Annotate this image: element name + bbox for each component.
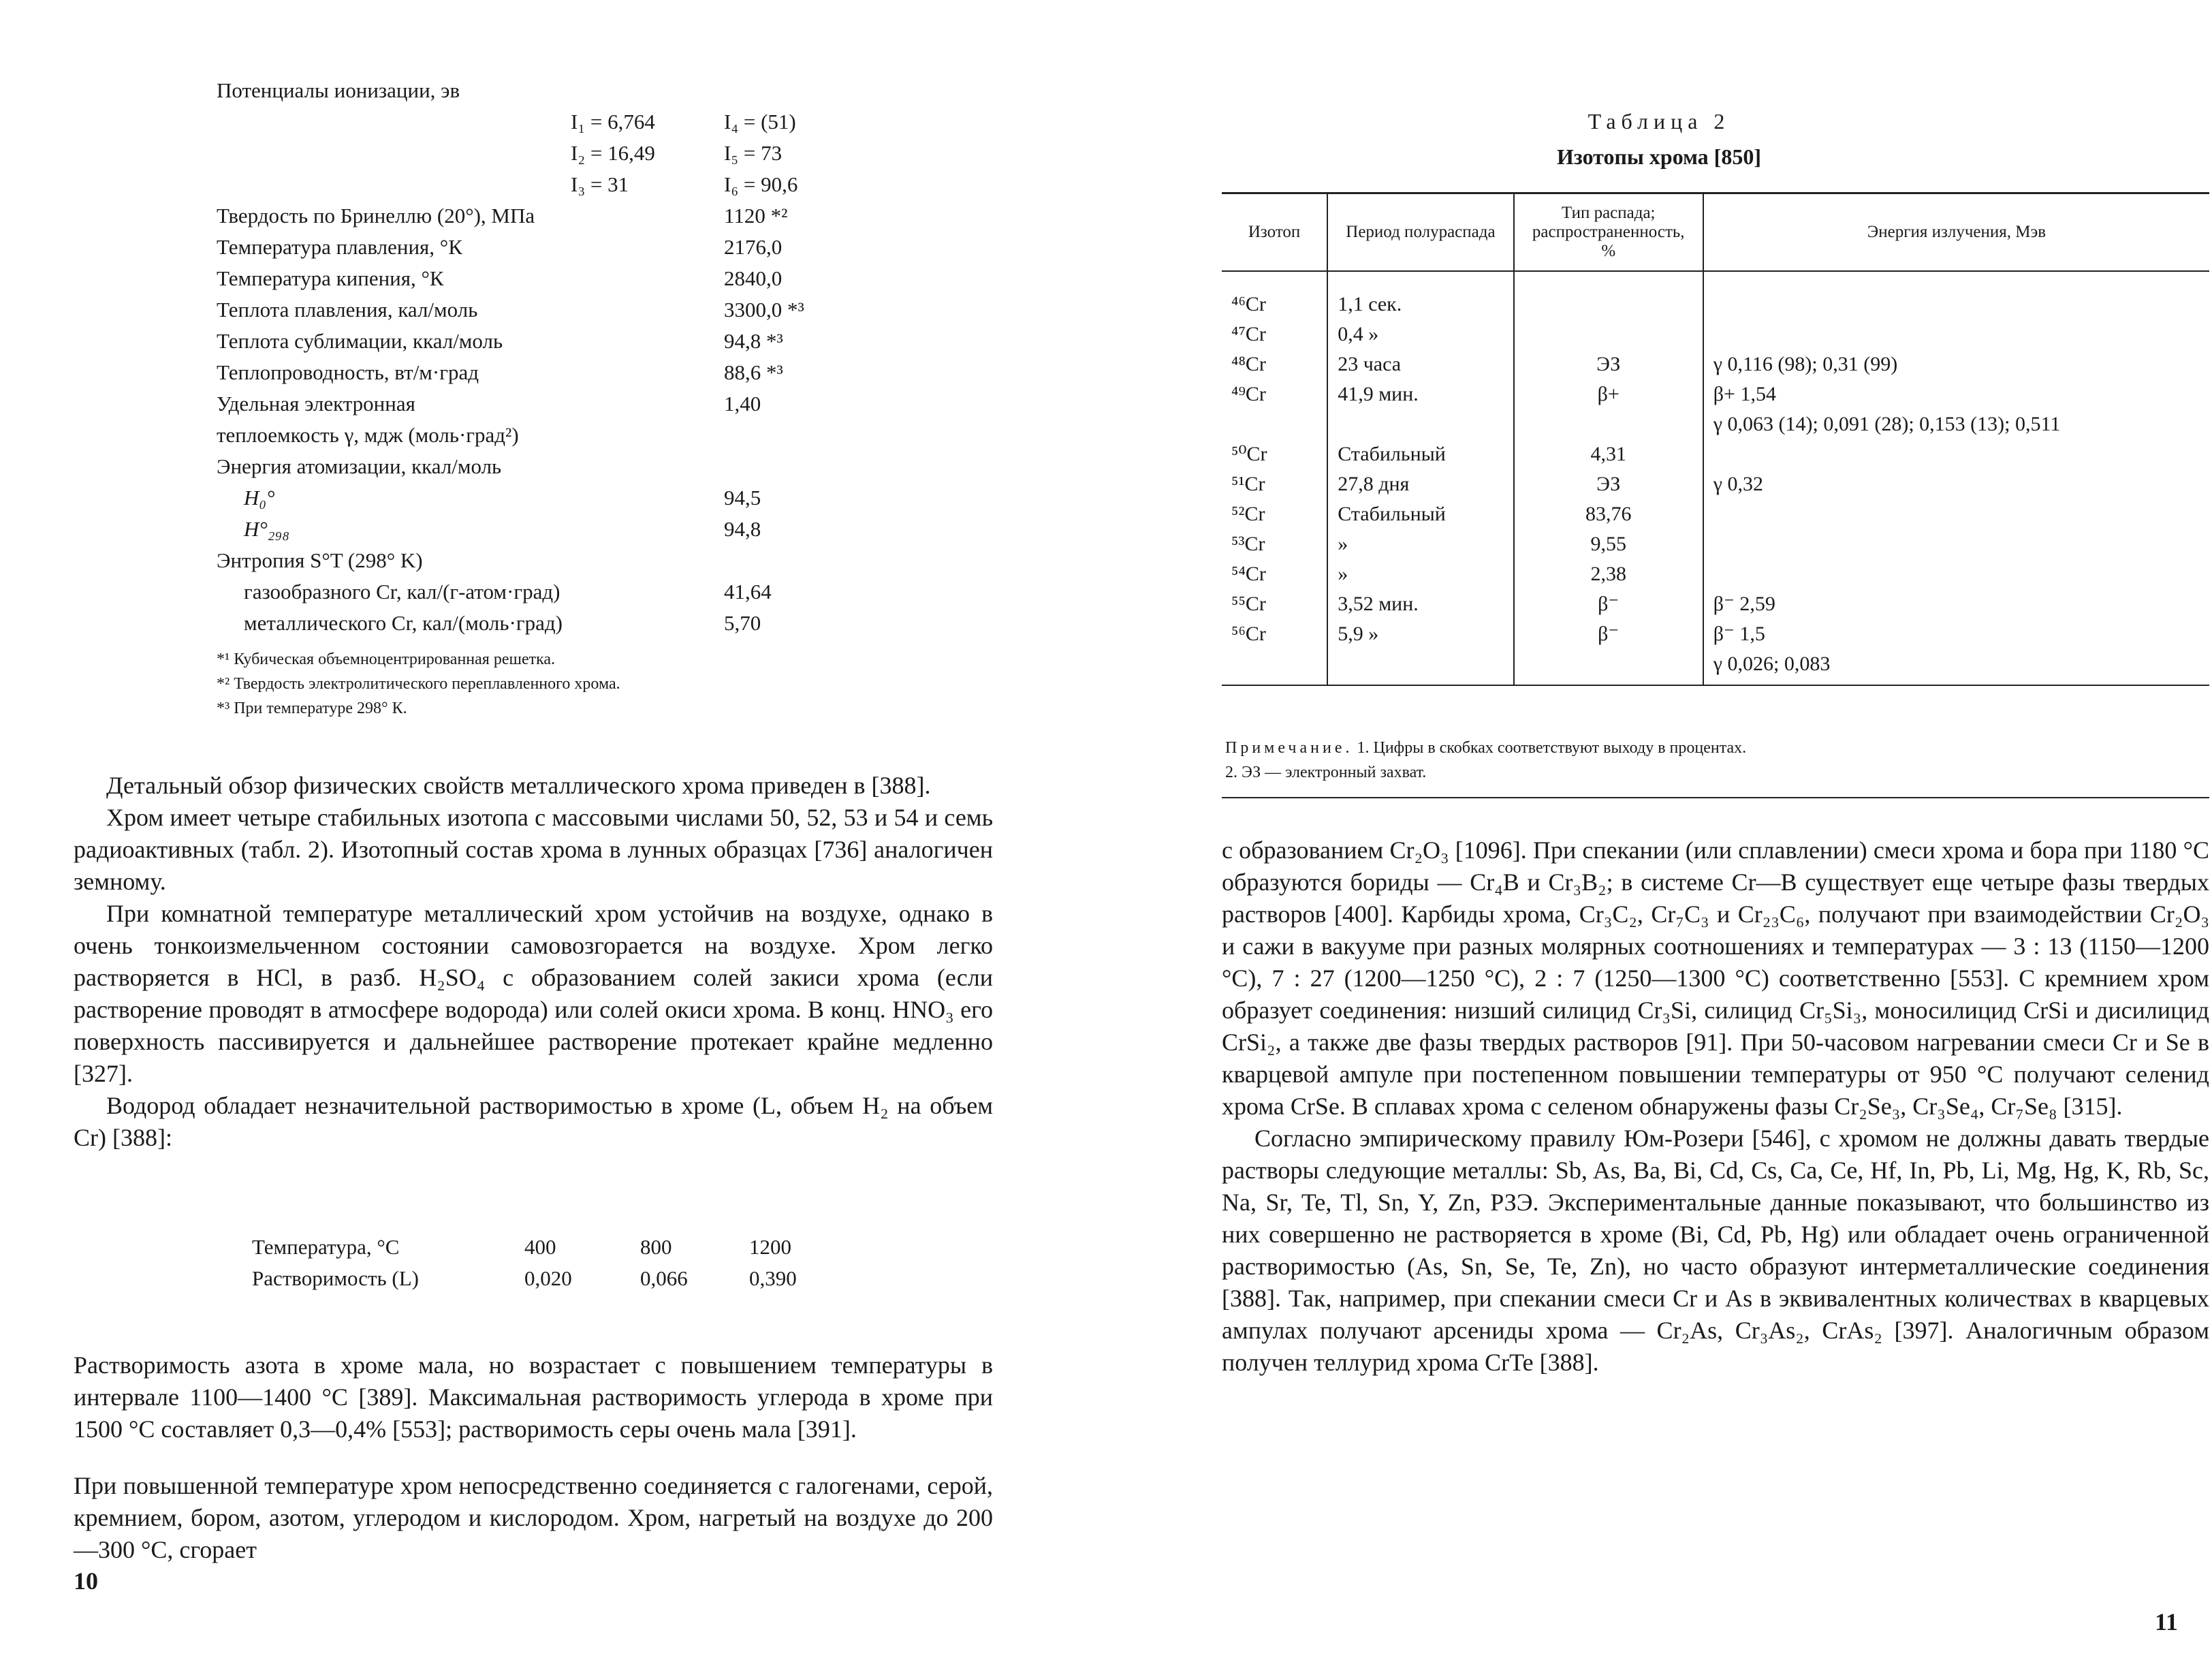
decay-type-cell: β⁻ — [1514, 589, 1703, 619]
property-label: Твердость по Бринеллю (20°), МПа — [217, 204, 535, 228]
property-row — [217, 545, 898, 576]
column-header: Изотоп — [1222, 193, 1327, 272]
property-row — [217, 420, 898, 451]
energy-cell: β⁻ 1,5 — [1703, 619, 2209, 649]
isotope-cell: ⁵³Cr — [1231, 533, 1265, 555]
isotope-cell: ⁵⁰Cr — [1231, 443, 1267, 465]
footnote: *² Твердость электролитического переплавленного хрома. — [217, 675, 620, 693]
ionization-title-row — [217, 75, 898, 106]
property-label: Энергия атомизации, ккал/моль — [217, 454, 502, 478]
property-label: Теплопроводность, вт/м·град — [217, 360, 479, 384]
property-row — [217, 388, 898, 420]
period-cell: 0,4 » — [1327, 319, 1513, 349]
property-label: металлического Cr, кал/(моль·град) — [244, 611, 563, 635]
table-row — [1222, 649, 2209, 685]
solubility-cell: 800 — [640, 1235, 672, 1259]
ionization-value: I₅ = 73 — [724, 141, 783, 165]
decay-type-cell — [1514, 649, 1703, 685]
property-value: 94,8 *³ — [724, 329, 783, 353]
solubility-label: Растворимость (L) — [252, 1266, 419, 1290]
footnotes — [217, 647, 620, 721]
ionization-value: I₄ = (51) — [724, 110, 796, 134]
table-row — [1222, 319, 2209, 349]
solubility-row — [252, 1232, 865, 1263]
table-row — [1222, 469, 2209, 499]
footnote: *¹ Кубическая объемноцентрированная решетка. — [217, 651, 556, 668]
paragraph: Хром имеет четыре стабильных изотопа с массовыми числами 50, 52, 53 и 54 и семь радиоактивных (табл. 2). Изотопный состав хрома в лунных образцах [736] аналогичен земному. — [74, 804, 993, 895]
property-row — [217, 514, 898, 545]
property-value: 94,5 — [724, 486, 761, 510]
decay-type-cell: 9,55 — [1514, 529, 1703, 559]
paragraph: Детальный обзор физических свойств металлического хрома приведен в [388]. — [106, 772, 931, 799]
energy-cell — [1703, 439, 2209, 469]
footnote: *³ При температуре 298° К. — [217, 700, 407, 717]
table-note — [1225, 736, 1746, 785]
table-row — [1222, 379, 2209, 409]
property-value: 3300,0 *³ — [724, 298, 804, 322]
property-row — [217, 232, 898, 263]
property-row — [217, 576, 898, 608]
right-body-text — [1222, 834, 2209, 1379]
hydrogen-solubility-table — [252, 1232, 865, 1294]
decay-type-cell: ЭЗ — [1514, 469, 1703, 499]
energy-cell: γ 0,116 (98); 0,31 (99) — [1703, 349, 2209, 379]
solubility-cell: 1200 — [749, 1235, 791, 1259]
note-label: Примечание. — [1225, 739, 1353, 757]
decay-type-cell — [1514, 409, 1703, 439]
isotopes-table — [1222, 192, 2209, 686]
page-number: 11 — [2155, 1608, 2179, 1635]
isotope-cell: ⁴⁸Cr — [1231, 353, 1266, 375]
property-label: Температура плавления, °К — [217, 235, 462, 259]
decay-type-cell: 83,76 — [1514, 499, 1703, 529]
property-label: H₀° — [244, 486, 275, 510]
left-body-text-2 — [74, 1325, 993, 1591]
energy-cell — [1703, 319, 2209, 349]
solubility-cell: 0,020 — [524, 1266, 572, 1290]
table-title: Изотопы хрома [850] — [1557, 144, 1761, 169]
property-value: 2176,0 — [724, 235, 783, 259]
property-row — [217, 263, 898, 294]
table-row — [1222, 529, 2209, 559]
period-cell: » — [1327, 529, 1513, 559]
paragraph: с образованием Cr₂O₃ [1096]. При спекании (или сплавлении) смеси хрома и бора при 1180 °C образуются бориды — Cr₄B и Cr₃B₂; в системе Cr—B существует еще четыре фазы твердых растворов [400]. Карбиды хрома, Cr₃C₂, Cr₇C₃ и Cr₂₃C₆, получают при взаимодействии Cr₂O₃ и сажи в вакууме при разных молярных соотношениях и температурах — 3 : 13 (1150—1200 °C), 7 : 27 (1200—1250 °C), 2 : 7 (1250—1300 °C) соответственно [553]. С кремнием хром образует соединения: низший силицид Cr₃Si, силицид Cr₅Si₃, моносилицид CrSi и дисилицид CrSi₂, а также две фазы твердых растворов [91]. При 50-часовом нагревании смеси Cr и Se в кварцевой ампуле при постепенном повышении температуры от 950 °C получают селенид хрома CrSe. В сплавах хрома с селеном обнаружены фазы Cr₂Se₃, Cr₃Se₄, Cr₇Se₈ [315]. — [1222, 836, 2209, 1120]
isotope-cell: ⁵⁶Cr — [1231, 623, 1266, 645]
property-label: Теплота сублимации, ккал/моль — [217, 329, 503, 353]
property-row — [217, 200, 898, 232]
property-label: теплоемкость γ, мдж (моль·град²) — [217, 423, 519, 447]
property-label: Температура кипения, °К — [217, 266, 444, 290]
note-text: 1. Цифры в скобках соответствуют выходу в процентах. — [1353, 739, 1747, 757]
period-cell: 23 часа — [1327, 349, 1513, 379]
property-label: Удельная электронная — [217, 392, 415, 416]
table-header-row — [1222, 193, 2209, 272]
solubility-cell: 400 — [524, 1235, 556, 1259]
page-number: 10 — [74, 1567, 98, 1595]
divider — [1222, 797, 2209, 798]
paragraph: Растворимость азота в хроме мала, но возрастает с повышением температуры в интервале 1100—1400 °C [389]. Максимальная растворимость углерода в хроме при 1500 °C составляет 0,3—0,4% [553]; растворимость серы очень мала [391]. — [74, 1351, 993, 1443]
isotope-cell: ⁵⁴Cr — [1231, 563, 1266, 585]
property-value: 2840,0 — [724, 266, 783, 290]
solubility-cell: 0,390 — [749, 1266, 797, 1290]
ionization-value: I₆ = 90,6 — [724, 172, 798, 196]
decay-type-cell: β⁻ — [1514, 619, 1703, 649]
period-cell: 41,9 мин. — [1327, 379, 1513, 409]
decay-type-cell — [1514, 271, 1703, 319]
period-cell: Стабильный — [1327, 499, 1513, 529]
property-value: 94,8 — [724, 517, 761, 541]
table-body — [1222, 271, 2209, 685]
paragraph: Согласно эмпирическому правилу Юм-Розери [546], с хромом не должны давать твердые растворы следующие металлы: Sb, As, Ba, Bi, Cd, Cs, Ca, Ce, Hf, In, Pb, Li, Mg, Hg, K, Rb, Sc, Na, Sr, Te, Tl, Sn, Y, Zn, РЗЭ. Экспериментальные данные показывают, что большинство из них совершенно не растворяется в хроме (Bi, Cd, Pb, Hg) или обладает очень ограниченной растворимостью (As, Sn, Se, Te, Zn), но часто образуют интерметаллические соединения [388]. Так, например, при спекании смеси Cr и As в эквивалентных количествах в кварцевых ампулах получают арсениды хрома — Cr₂As, Cr₃As₂, CrAs₂ [397]. Аналогичным образом получен теллурид хрома CrTe [388]. — [1222, 1125, 2209, 1376]
property-row — [217, 294, 898, 326]
property-row — [217, 451, 898, 482]
isotope-cell: ⁴⁹Cr — [1231, 383, 1266, 405]
table-note-line: 2. ЭЗ — электронный захват. — [1225, 764, 1427, 781]
energy-cell: γ 0,063 (14); 0,091 (28); 0,153 (13); 0,511 — [1703, 409, 2209, 439]
paragraph: При повышенной температуре хром непосредственно соединяется с галогенами, серой, кремнием, бором, азотом, углеродом и кислородом. Хром, нагретый на воздухе до 200—300 °C, сгорает — [74, 1472, 993, 1563]
isotope-cell: ⁵⁵Cr — [1231, 593, 1266, 615]
table-row — [1222, 409, 2209, 439]
solubility-row — [252, 1263, 865, 1294]
decay-type-cell: ЭЗ — [1514, 349, 1703, 379]
property-row — [217, 357, 898, 388]
ionization-value: I₂ = 16,49 — [571, 141, 655, 165]
ionization-value: I₁ = 6,764 — [571, 110, 655, 134]
right-page — [1106, 0, 2212, 1660]
energy-cell: β⁻ 2,59 — [1703, 589, 2209, 619]
isotope-cell: ⁴⁷Cr — [1231, 323, 1266, 345]
energy-cell: β+ 1,54 — [1703, 379, 2209, 409]
paragraph: Водород обладает незначительной растворимостью в хроме (L, объем H₂ на объем Cr) [388]: — [74, 1092, 993, 1151]
property-value: 5,70 — [724, 611, 761, 635]
period-cell: » — [1327, 559, 1513, 589]
table-label: Таблица 2 — [1587, 109, 1731, 134]
table-row — [1222, 439, 2209, 469]
period-cell — [1327, 649, 1513, 685]
paragraph: При комнатной температуре металлический хром устойчив на воздухе, однако в очень тонкоизмельченном состоянии самовозгорается на воздухе. Хром легко растворяется в HCl, в разб. H₂SO₄ с образованием солей закиси хрома (если растворение проводят в атмосфере водорода) или солей окиси хрома. В конц. HNO₃ его поверхность пассивируется и дальнейшее растворение протекает крайне медленно [327]. — [74, 900, 993, 1087]
left-body-text — [74, 770, 993, 1154]
period-cell — [1327, 409, 1513, 439]
table-row — [1222, 349, 2209, 379]
property-row — [217, 326, 898, 357]
isotope-cell: ⁵²Cr — [1231, 503, 1265, 525]
energy-cell — [1703, 271, 2209, 319]
ionization-row — [217, 106, 898, 138]
property-row — [217, 608, 898, 639]
table-row — [1222, 559, 2209, 589]
isotope-cell — [1222, 409, 1327, 439]
property-row — [217, 482, 898, 514]
ionization-value: I₃ = 31 — [571, 172, 629, 196]
period-cell: Стабильный — [1327, 439, 1513, 469]
column-header: Энергия излучения, Мэв — [1703, 193, 2209, 272]
property-value: 41,64 — [724, 580, 772, 604]
property-value: 1120 *² — [724, 204, 788, 228]
decay-type-cell: 4,31 — [1514, 439, 1703, 469]
period-cell: 3,52 мин. — [1327, 589, 1513, 619]
column-header: Период полураспада — [1327, 193, 1513, 272]
energy-cell — [1703, 529, 2209, 559]
decay-type-cell — [1514, 319, 1703, 349]
period-cell: 1,1 сек. — [1327, 271, 1513, 319]
energy-cell — [1703, 559, 2209, 589]
property-label: Теплота плавления, кал/моль — [217, 298, 478, 322]
ionization-row — [217, 138, 898, 169]
solubility-label: Температура, °C — [252, 1235, 400, 1259]
property-label: H°₂₉₈ — [244, 517, 290, 541]
property-value: 88,6 *³ — [724, 360, 783, 384]
energy-cell: γ 0,026; 0,083 — [1703, 649, 2209, 685]
period-cell: 5,9 » — [1327, 619, 1513, 649]
table-row — [1222, 499, 2209, 529]
period-cell: 27,8 дня — [1327, 469, 1513, 499]
isotope-cell: ⁴⁶Cr — [1231, 293, 1266, 315]
ionization-row — [217, 169, 898, 200]
decay-type-cell: β+ — [1514, 379, 1703, 409]
energy-cell — [1703, 499, 2209, 529]
table-note-line — [1225, 736, 1746, 760]
table-row — [1222, 589, 2209, 619]
isotope-cell — [1222, 649, 1327, 685]
property-label: Энтропия S°T (298° K) — [217, 548, 423, 572]
property-label: газообразного Cr, кал/(г-атом·град) — [244, 580, 560, 604]
property-value: 1,40 — [724, 392, 761, 416]
column-header: Тип распада; распространенность, % — [1514, 193, 1703, 272]
table-row — [1222, 271, 2209, 319]
properties-list — [217, 75, 898, 639]
ionization-title: Потенциалы ионизации, эв — [217, 78, 460, 102]
solubility-cell: 0,066 — [640, 1266, 688, 1290]
isotope-cell: ⁵¹Cr — [1231, 473, 1265, 495]
energy-cell: γ 0,32 — [1703, 469, 2209, 499]
decay-type-cell: 2,38 — [1514, 559, 1703, 589]
table-row — [1222, 619, 2209, 649]
